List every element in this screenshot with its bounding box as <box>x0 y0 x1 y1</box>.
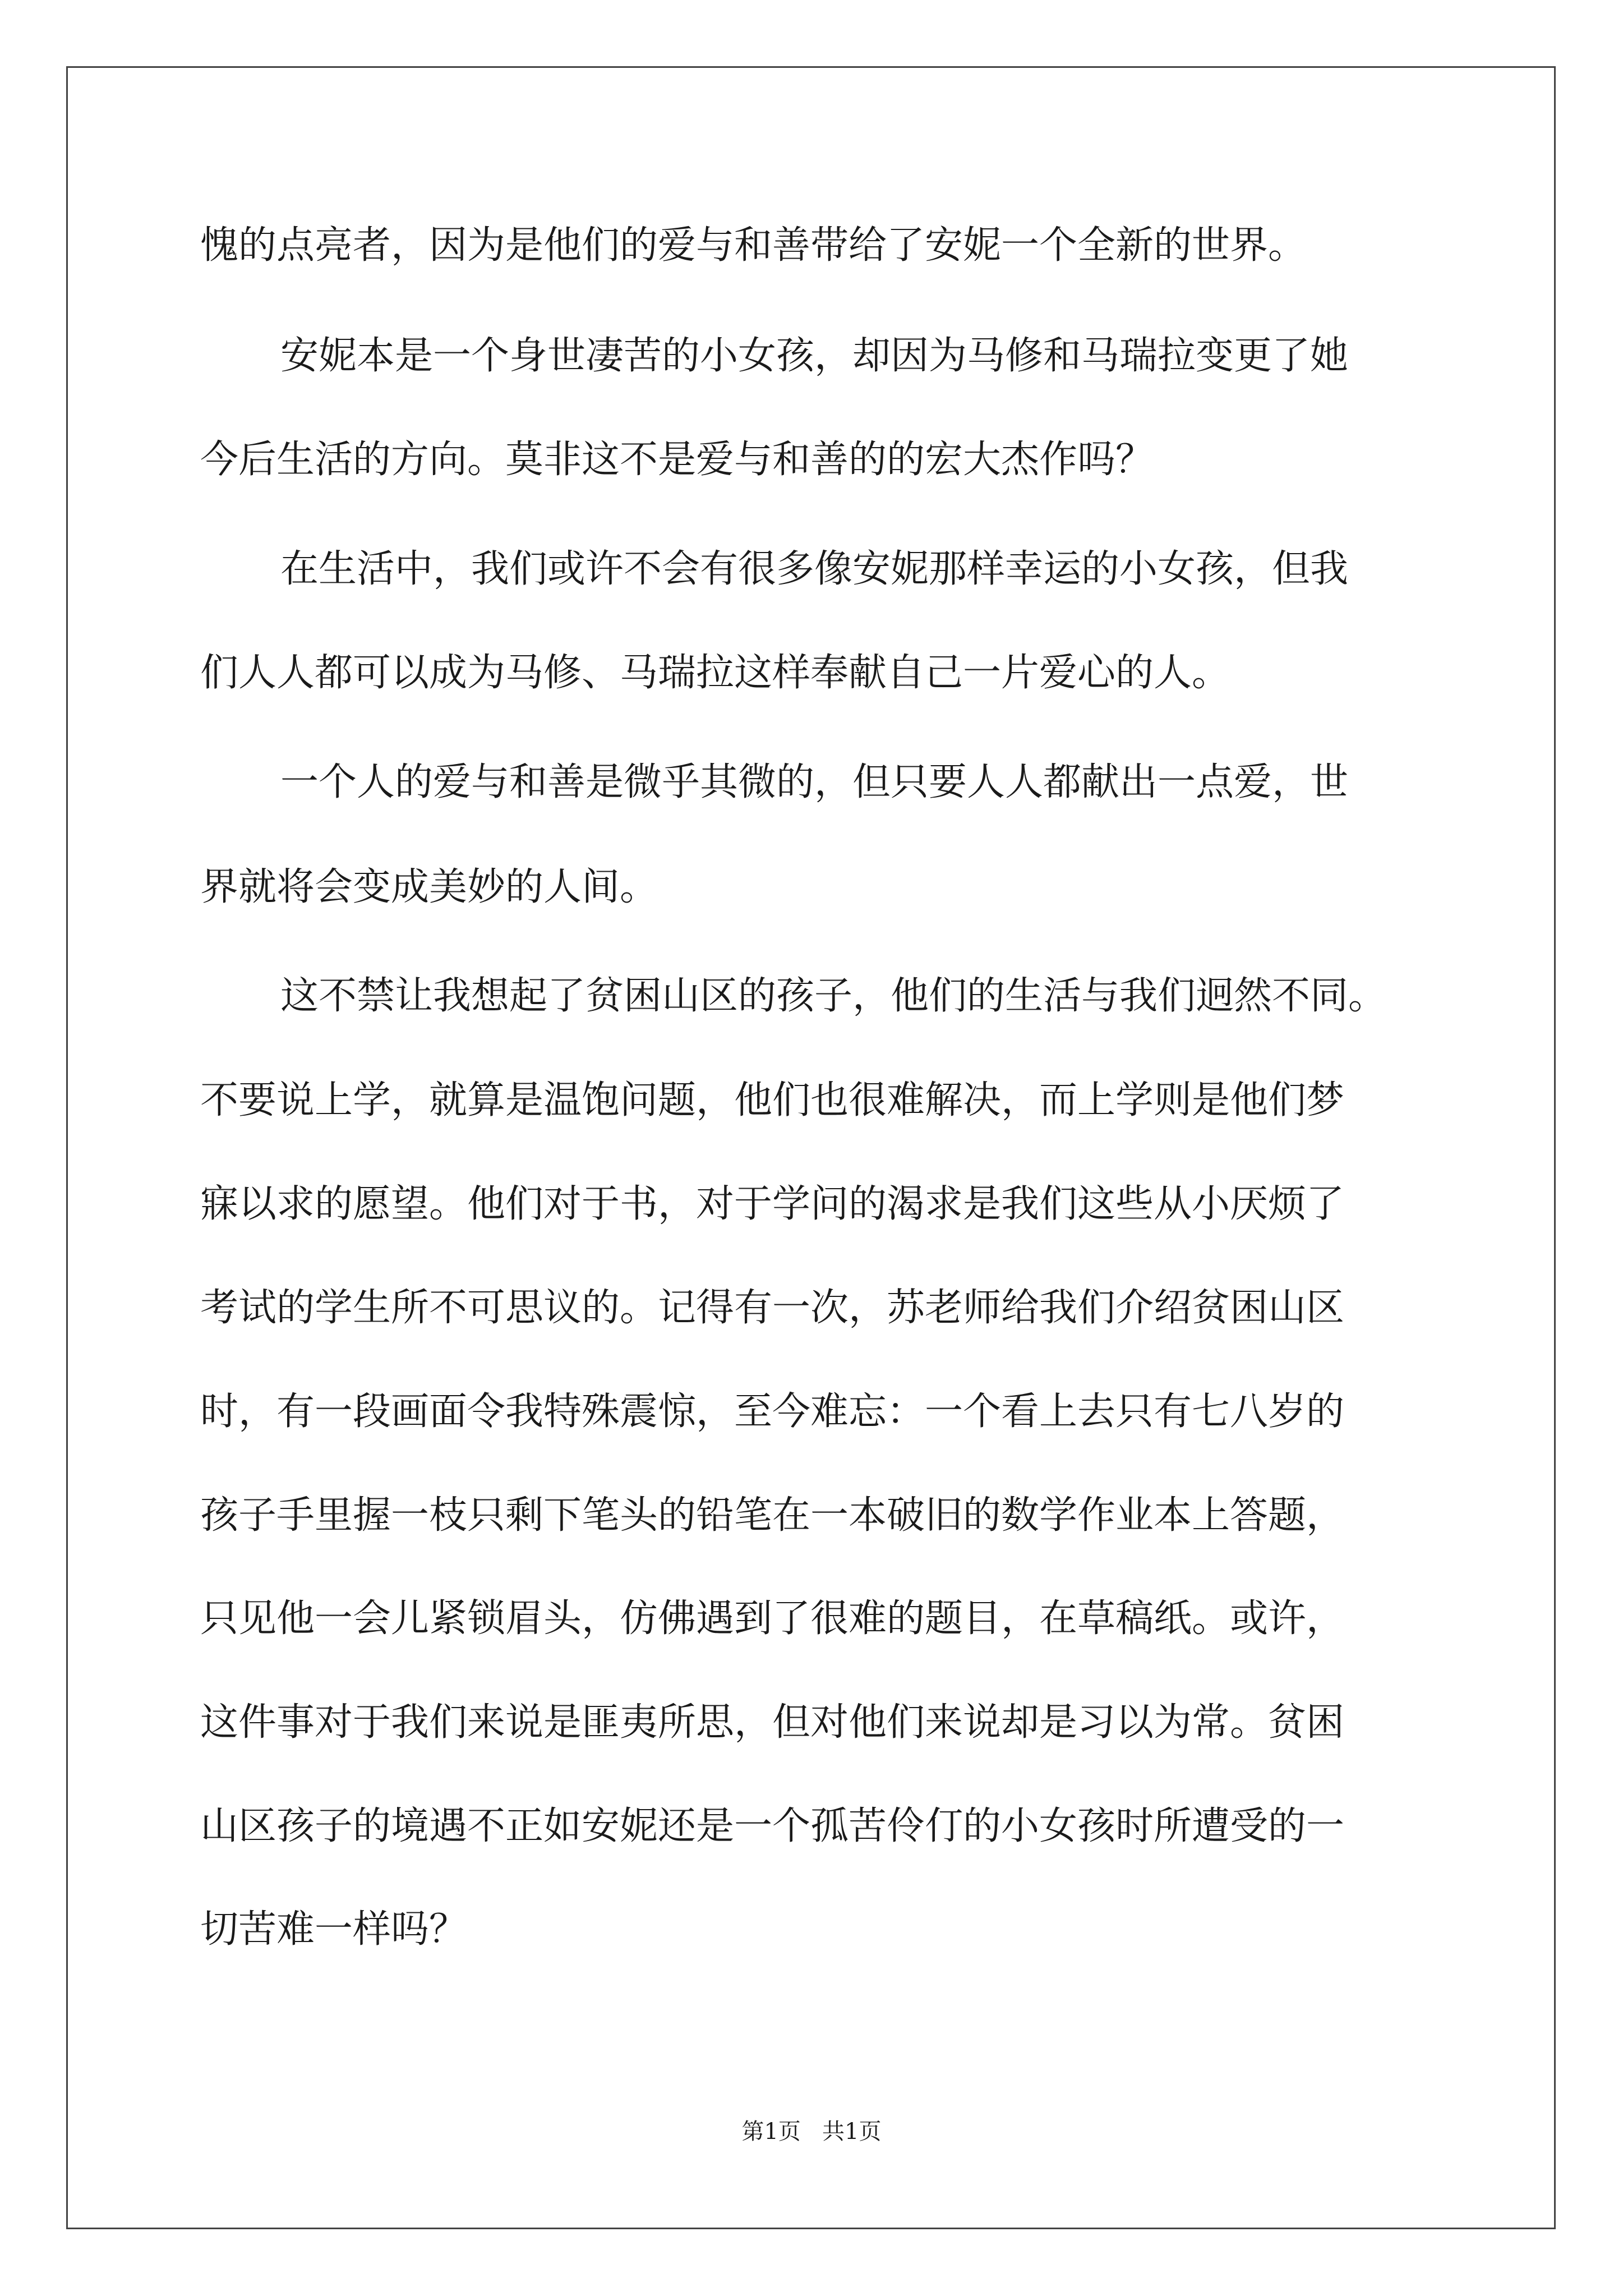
text-line: 考试的学生所不可思议的。记得有一次，苏老师给我们介绍贫困山区 <box>200 1286 1345 1330</box>
text-line: 安妮本是一个身世凄苦的小女孩，却因为马修和马瑞拉变更了她 <box>280 334 1349 378</box>
text-line: 在生活中，我们或许不会有很多像安妮那样幸运的小女孩，但我 <box>280 547 1349 591</box>
text-line: 今后生活的方向。莫非这不是爱与和善的的宏大杰作吗？ <box>200 438 1154 482</box>
text-line: 只见他一会儿紧锁眉头，仿佛遇到了很难的题目，在草稿纸。或许， <box>200 1596 1345 1641</box>
text-line: 这不禁让我想起了贫困山区的孩子，他们的生活与我们迥然不同。 <box>280 974 1387 1018</box>
text-line: 们人人都可以成为马修、马瑞拉这样奉献自己一片爱心的人。 <box>200 651 1230 695</box>
text-line: 这件事对于我们来说是匪夷所思，但对他们来说却是习以为常。贫困 <box>200 1700 1345 1745</box>
text-line: 山区孩子的境遇不正如安妮还是一个孤苦伶仃的小女孩时所遭受的一 <box>200 1804 1345 1848</box>
text-line: 寐以求的愿望。他们对于书，对于学问的渴求是我们这些从小厌烦了 <box>200 1182 1345 1226</box>
text-line: 愧的点亮者，因为是他们的爱与和善带给了安妮一个全新的世界。 <box>200 223 1307 268</box>
text-line: 界就将会变成美妙的人间。 <box>200 865 658 909</box>
text-line: 切苦难一样吗？ <box>200 1907 468 1952</box>
page-number: 第1页 共1页 <box>741 2119 882 2145</box>
text-line: 一个人的爱与和善是微乎其微的，但只要人人都献出一点爱，世 <box>280 760 1349 804</box>
text-line: 孩子手里握一枝只剩下笔头的铅笔在一本破旧的数学作业本上答题， <box>200 1493 1345 1538</box>
text-line: 不要说上学，就算是温饱问题，他们也很难解决，而上学则是他们梦 <box>200 1078 1345 1122</box>
text-line: 时，有一段画面令我特殊震惊，至今难忘：一个看上去只有七八岁的 <box>200 1389 1345 1434</box>
